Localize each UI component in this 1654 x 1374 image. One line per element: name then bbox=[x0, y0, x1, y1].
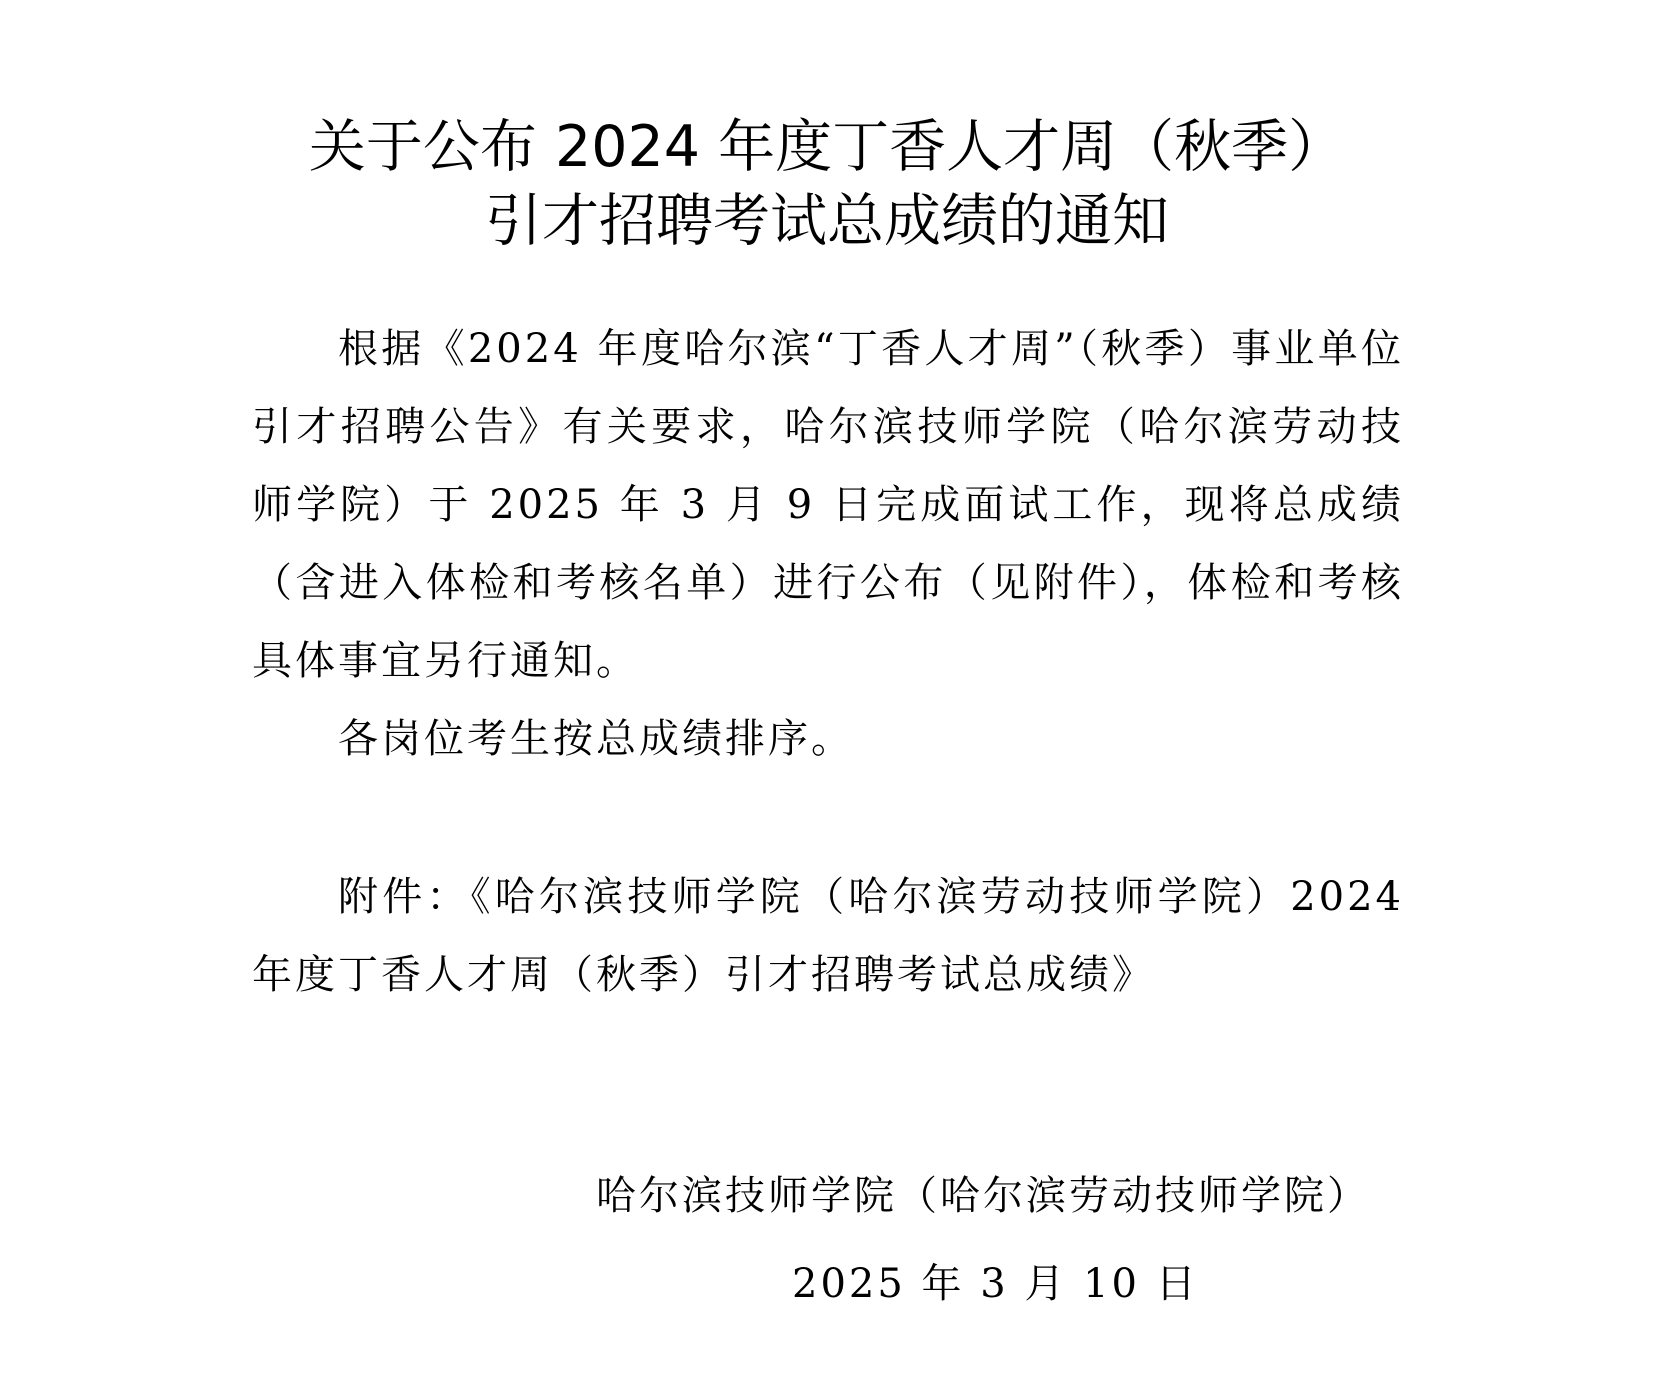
attachment-paragraph-container bbox=[252, 858, 1404, 1014]
body-paragraph-1-container bbox=[252, 310, 1404, 700]
signature-date: 2025 年 3 月 10 日 bbox=[792, 1261, 1199, 1307]
title-line-1: 关于公布 2024 年度丁香人才周（秋季） bbox=[308, 114, 1346, 181]
body-paragraph-1: 根据《2024 年度哈尔滨“丁香人才周”（秋季）事业单位引才招聘公告》有关要求，哈尔滨技师学院（哈尔滨劳动技师学院）于 2025 年 3 月 9 日完成面试工作，现将总成绩（含进入体检和考核名单）进行公布（见附件），体检和考核具体事宜另行通知。 bbox=[252, 326, 1404, 684]
page-title bbox=[0, 110, 1654, 258]
attachment-paragraph: 附件：《哈尔滨技师学院（哈尔滨劳动技师学院）2024 年度丁香人才周（秋季）引才招聘考试总成绩》 bbox=[252, 874, 1404, 998]
title-line-2: 引才招聘考试总成绩的通知 bbox=[485, 188, 1169, 255]
body-paragraph-2: 各岗位考生按总成绩排序。 bbox=[338, 716, 854, 762]
signature-organization: 哈尔滨技师学院（哈尔滨劳动技师学院） bbox=[596, 1173, 1370, 1219]
body-paragraph-2-container bbox=[252, 700, 1404, 778]
